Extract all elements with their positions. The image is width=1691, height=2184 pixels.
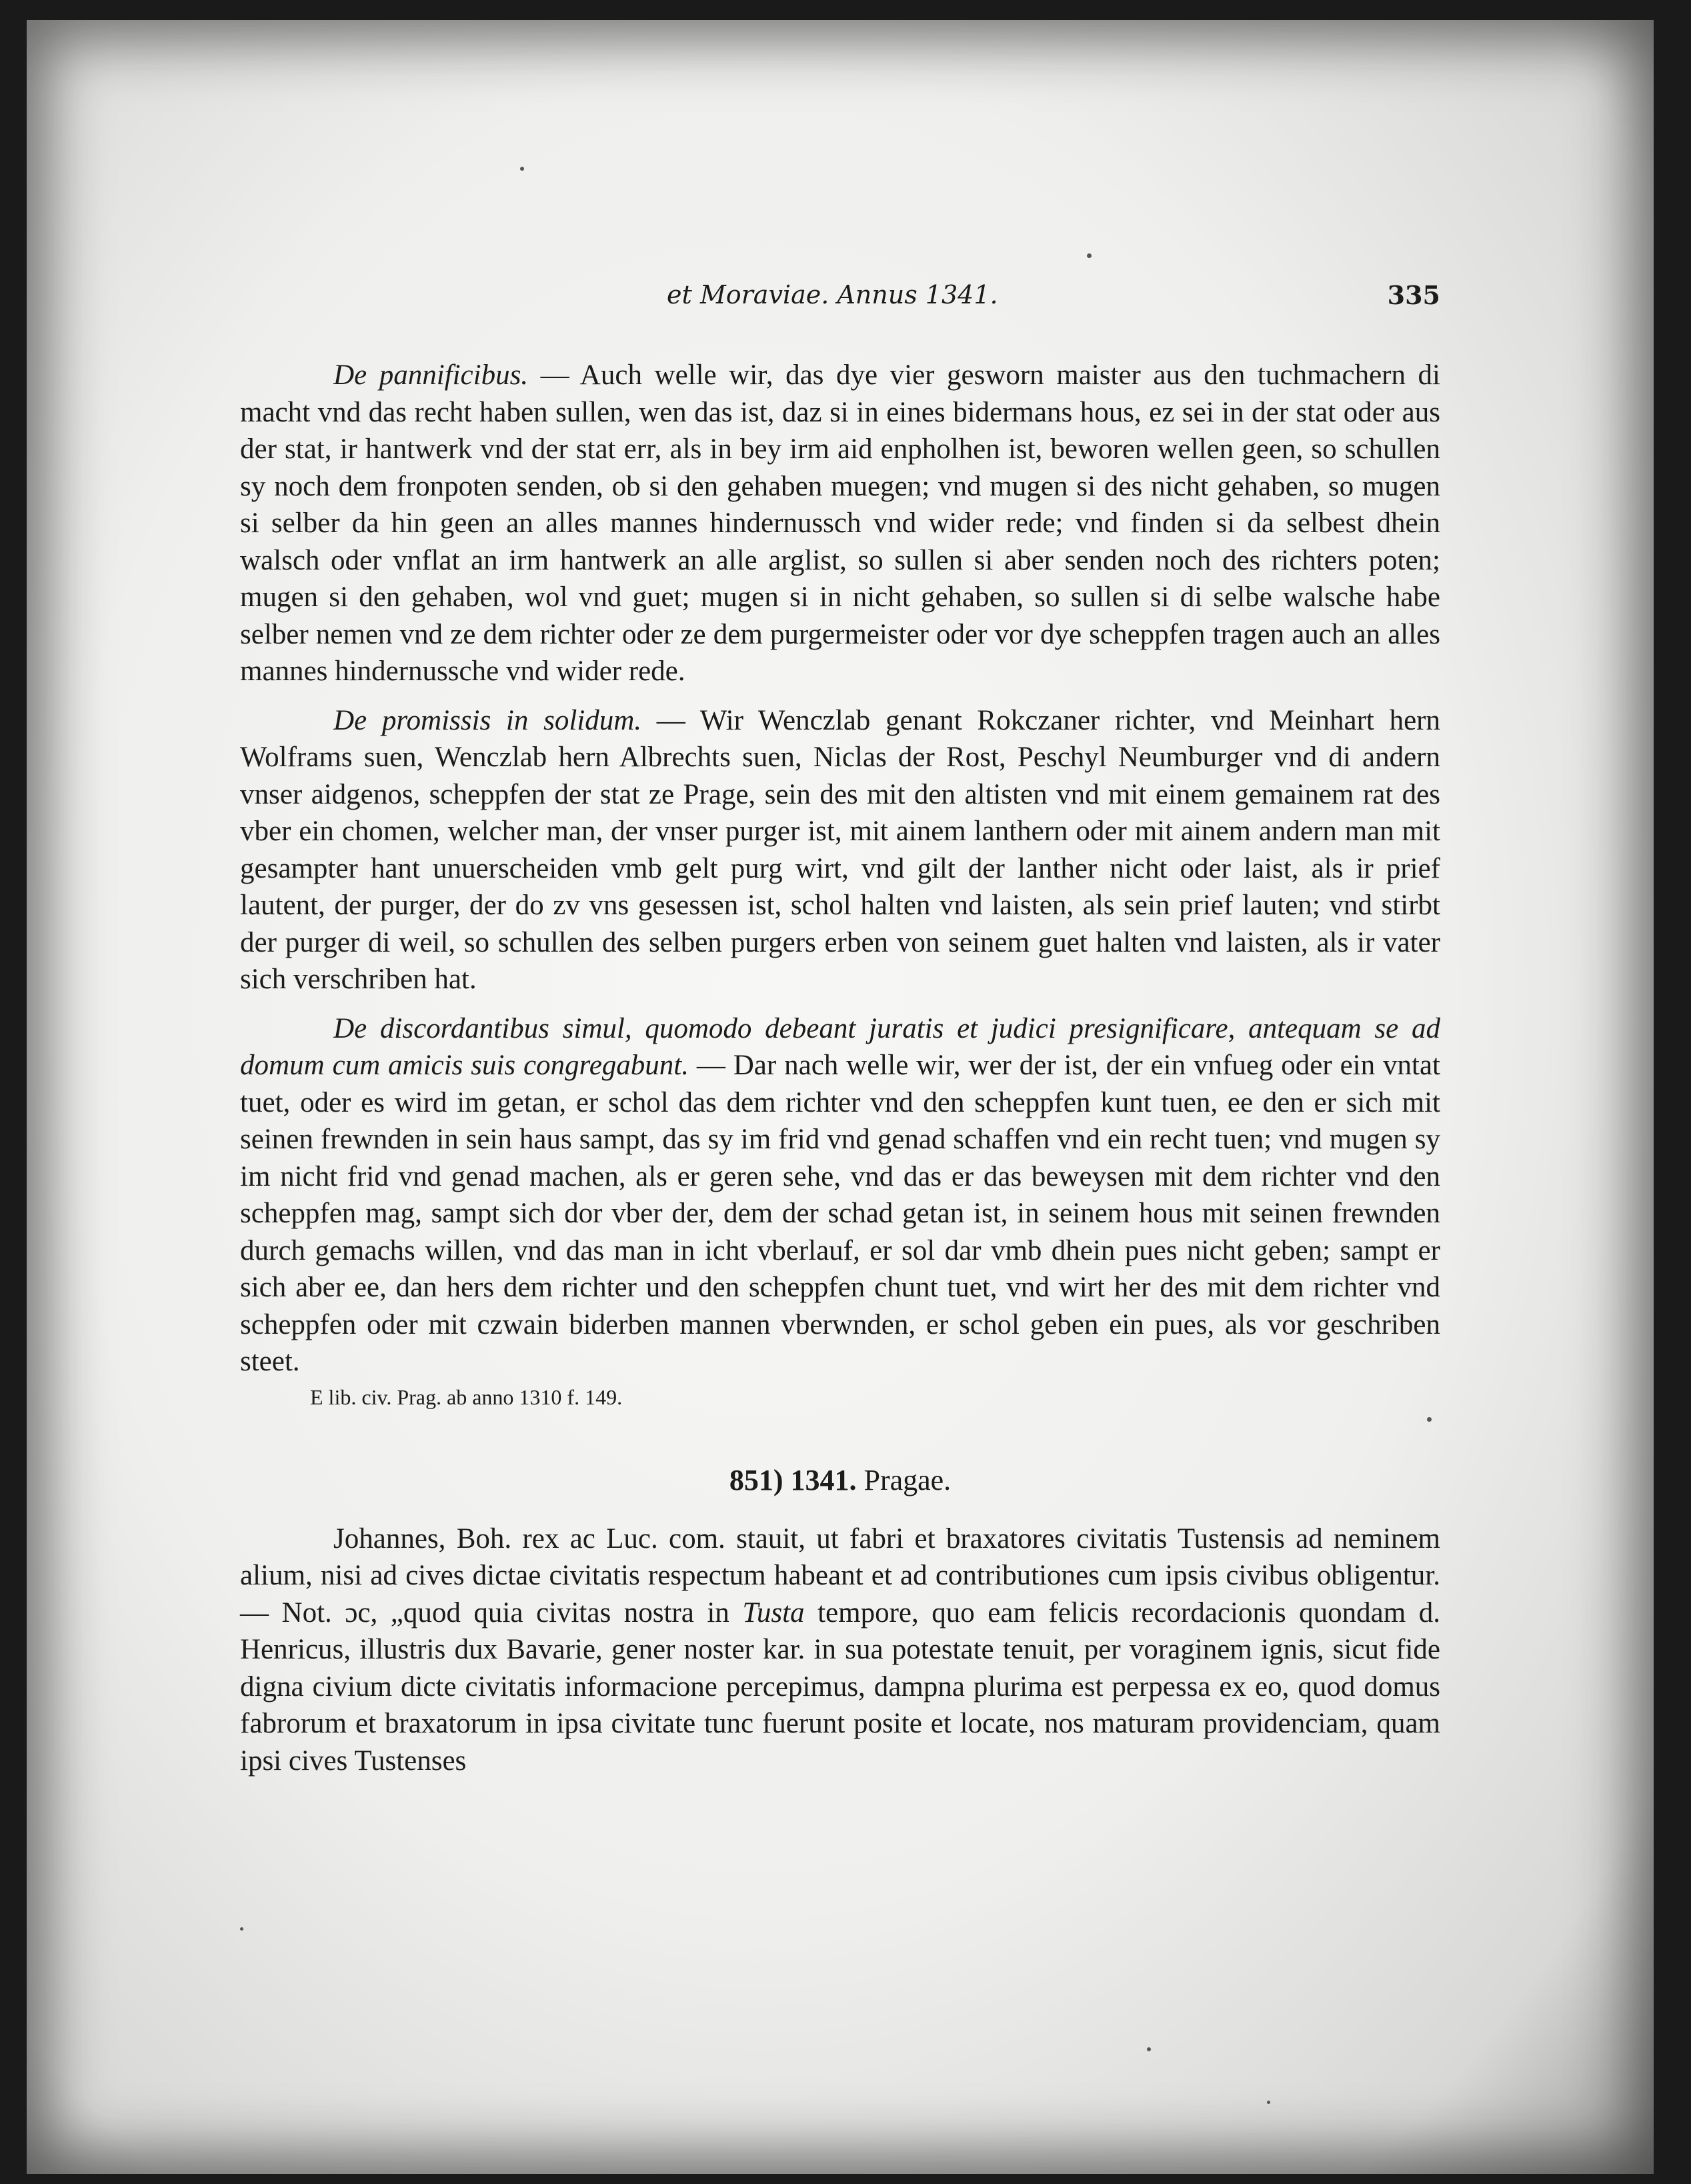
scan-speck xyxy=(1087,253,1092,258)
rubric-discordantibus: De discordantibus simul, quomodo debeant juratis et judici presignificare, antequam se ad domum cum amicis suis congregabunt. xyxy=(240,1012,1440,1081)
scan-speck xyxy=(520,167,524,171)
scan-speck xyxy=(1147,2047,1151,2051)
running-title: et Moraviae. Annus 1341. xyxy=(667,280,998,309)
rubric-pannificibus: De pannificibus. xyxy=(333,359,529,391)
page-header xyxy=(240,280,1440,320)
document-number: 851) 1341. xyxy=(729,1463,857,1496)
text-discordantibus: — Dar nach welle wir, wer der ist, der ein vnfueg oder ein vntat tuet, oder es wird im getan, er schol das dem richter vnd den scheppfen kunt tuen, ee den er sich mit seinen frewnden in sein haus sampt, das sy im frid vnd genad schaffen vnd ein recht tuen; vnd mugen sy im nicht frid vnd genad machen, als er geren sehe, vnd das er das beweysen mit dem richter vnd den scheppfen mag, sampt sich dor vber der, dem der schad getan ist, in seinem hous mit seinen frewnden durch gemachs willen, vnd das man in icht vberlauf, er sol dar vmb dhein pues nicht geben; sampt er sich aber ee, dan hers dem richter und den scheppfen chunt tuet, vnd wirt her des mit dem richter vnd scheppfen oder mit czwain biderben mannen vberwnden, er schol geben ein pues, als vor geschriben steet. xyxy=(240,1050,1440,1377)
scan-speck xyxy=(240,1927,243,1931)
text-promissis: — Wir Wenczlab genant Rokczaner richter, vnd Meinhart hern Wolframs suen, Wenczlab hern Albrechts suen, Niclas der Rost, Peschyl Neumburger vnd di andern vnser aidgenos, scheppfen der stat ze Prage, sein des mit den altisten vnd mit einem gemainem rat des vber ein chomen, welcher man, der vnser purger ist, mit ainem lanthern oder mit ainem andern man mit gesampter hant unuerscheiden vmb gelt purg wirt, vnd gilt der lanther nicht oder laist, als ir prief lautent, der purger, der do zv vns gesessen ist, schol halten vnd laisten, als sein prief lauten; vnd stirbt der purger di weil, so schullen des selben purgers erben von seinem guet halten vnd laisten, als ir vater sich verschriben hat. xyxy=(240,704,1440,995)
scan-speck xyxy=(1267,2101,1270,2104)
document-place: Pragae. xyxy=(864,1463,952,1496)
page-number: 335 xyxy=(1387,280,1440,310)
paragraph-promissis xyxy=(240,702,1440,998)
document-heading xyxy=(240,1460,1440,1500)
body-text xyxy=(240,357,1440,1779)
text-pannificibus: — Auch welle wir, das dye vier gesworn maister aus den tuchmachern di macht vnd das recht haben sullen, wen das ist, daz si in eines bidermans hous, ez sei in der stat oder aus der stat, ir hantwerk vnd der stat err, als in bey irm aid enpholhen ist, beworen wellen geen, so schullen sy noch dem fronpoten senden, ob si den gehaben muegen; vnd mugen si des nicht gehaben, so mugen si selber da hin geen an alles mannes hindernussch vnd wider rede; vnd finden si da selbest dhein walsch oder vnflat an irm hantwerk an alle arglist, so sullen si aber senden noch des richters poten; mugen si den gehaben, wol vnd guet; mugen si in nicht gehaben, so sullen si di selbe walsche habe selber nemen vnd ze dem richter oder ze dem purgermeister oder vor dye scheppfen tragen auch an alles mannes hindernussche vnd wider rede. xyxy=(240,359,1440,687)
source-citation: E lib. civ. Prag. ab anno 1310 f. 149. xyxy=(310,1384,623,1409)
paragraph-pannificibus xyxy=(240,357,1440,690)
rubric-promissis: De promissis in solidum. xyxy=(333,704,642,736)
paragraph-discordantibus xyxy=(240,1010,1440,1380)
document-text-part1: Johannes, Boh. rex ac Luc. com. stauit, ut fabri et braxatores civitatis Tustensis ad neminem alium, nisi ad cives dictae civitatis respectum habeant et ad contributiones cum ipsis civibus obligentur. — Not. ɔc, „quod quia civitas nostra in xyxy=(240,1522,1440,1628)
paragraph-document-851 xyxy=(240,1520,1440,1780)
document-italic-place: Tusta xyxy=(742,1596,805,1628)
document-text-part2: tempore, quo eam felicis recordacionis quondam d. Henricus, illustris dux Bavarie, gener noster kar. in sua potestate tenuit, per voraginem ignis, sicut fide digna civium dicte civitatis informacione percepimus, dampna plurima est perpessa ex eo, quod domus fabrorum et braxatorum in ipsa civitate tunc fuerunt posite et locate, nos maturam providenciam, quam ipsi cives Tustenses xyxy=(240,1596,1440,1777)
scan-speck xyxy=(1427,1417,1432,1422)
scanned-page xyxy=(27,20,1654,2174)
